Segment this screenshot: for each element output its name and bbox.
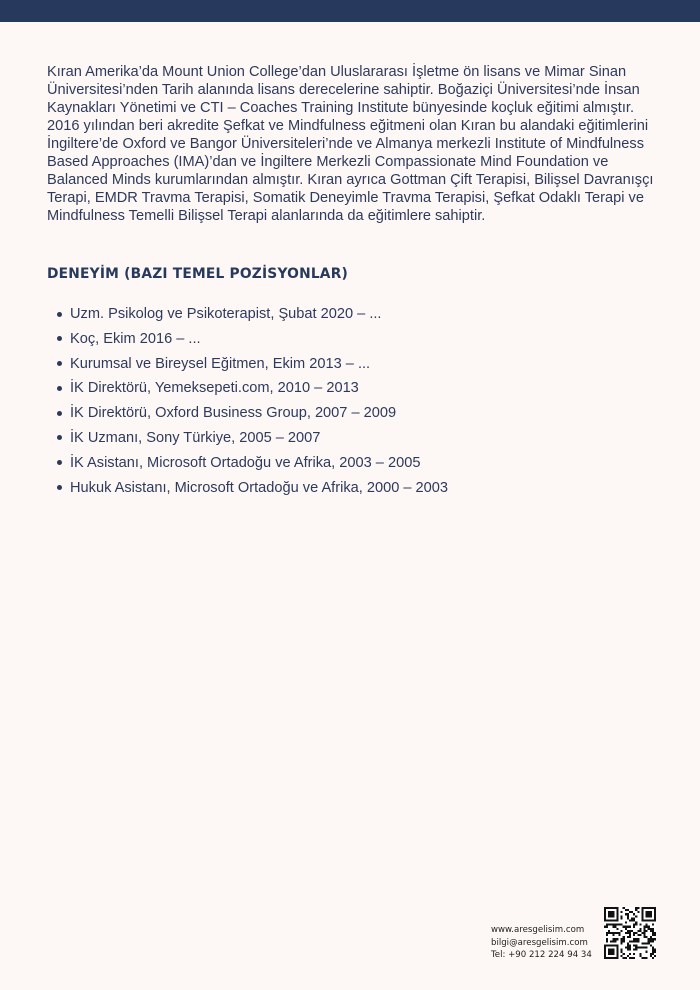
list-item-text: İK Direktörü, Yemeksepeti.com, 2010 – 2013: [70, 380, 359, 397]
list-item-text: Kurumsal ve Bireysel Eğitmen, Ekim 2013 – ...: [70, 355, 371, 372]
bullet-icon: [57, 485, 62, 490]
list-item: [48, 379, 448, 404]
bullet-icon: [57, 312, 62, 317]
bullet-icon: [57, 460, 62, 465]
email-link[interactable]: bilgi@aresgelisim.com: [491, 937, 588, 948]
bio-paragraph: Kıran Amerika’da Mount Union College’dan Uluslararası İşletme ön lisans ve Mimar Sinan Üniversitesi’nden Tarih alanında lisans derecelerine sahiptir. Boğaziçi Üniversitesi’nde İnsan Kaynakları Yönetimi ve CTI – Coaches Training Institute bünyesinde koçluk eğitimi almıştır. 2016 yılından beri akredite Şefkat ve Mindfulness eğitmeni olan Kıran bu alandaki eğitimlerini İngiltere’de Oxford ve Bangor Üniversiteleri’nde ve Almanya merkezli Institute of Mindfulness Based Approaches (IMA)’dan ve İngiltere Merkezli Compassionate Mind Foundation ve Balanced Minds kurumlarından almıştır. Kıran ayrıca Gottman Çift Terapisi, Bilişsel Davranışçı Terapi, EMDR Travma Terapisi, Somatik Deneyimle Travma Terapisi, Şefkat Odaklı Terapi ve Mindfulness Temelli Bilişsel Terapi alanlarında da eğitimlere sahiptir.: [47, 64, 654, 224]
bullet-icon: [57, 411, 62, 416]
list-item: [48, 355, 448, 380]
qr-code-icon: [604, 907, 656, 959]
list-item: [48, 305, 448, 330]
experience-heading: DENEYİM (BAZI TEMEL POZİSYONLAR): [47, 266, 349, 282]
list-item-text: İK Direktörü, Oxford Business Group, 2007 – 2009: [70, 405, 397, 422]
experience-list: [48, 305, 448, 503]
header-bar: [0, 0, 700, 22]
bullet-icon: [57, 435, 62, 440]
list-item-text: Hukuk Asistanı, Microsoft Ortadoğu ve Afrika, 2000 – 2003: [70, 479, 449, 496]
list-item-text: Uzm. Psikolog ve Psikoterapist, Şubat 2020 – ...: [70, 306, 382, 322]
list-item-text: İK Asistanı, Microsoft Ortadoğu ve Afrika, 2003 – 2005: [70, 454, 421, 471]
bullet-icon: [57, 361, 62, 366]
contact-info: [491, 924, 592, 962]
list-item: [48, 330, 448, 355]
list-item-text: Koç, Ekim 2016 – ...: [70, 330, 201, 347]
list-item-text: İK Uzmanı, Sony Türkiye, 2005 – 2007: [70, 429, 321, 446]
list-item: [48, 479, 448, 504]
list-item: [48, 404, 448, 429]
website-link[interactable]: www.aresgelisim.com: [491, 925, 585, 935]
bullet-icon: [57, 386, 62, 391]
list-item: [48, 454, 448, 479]
list-item: [48, 429, 448, 454]
phone-number: Tel: +90 212 224 94 34: [491, 950, 592, 960]
bullet-icon: [57, 336, 62, 341]
